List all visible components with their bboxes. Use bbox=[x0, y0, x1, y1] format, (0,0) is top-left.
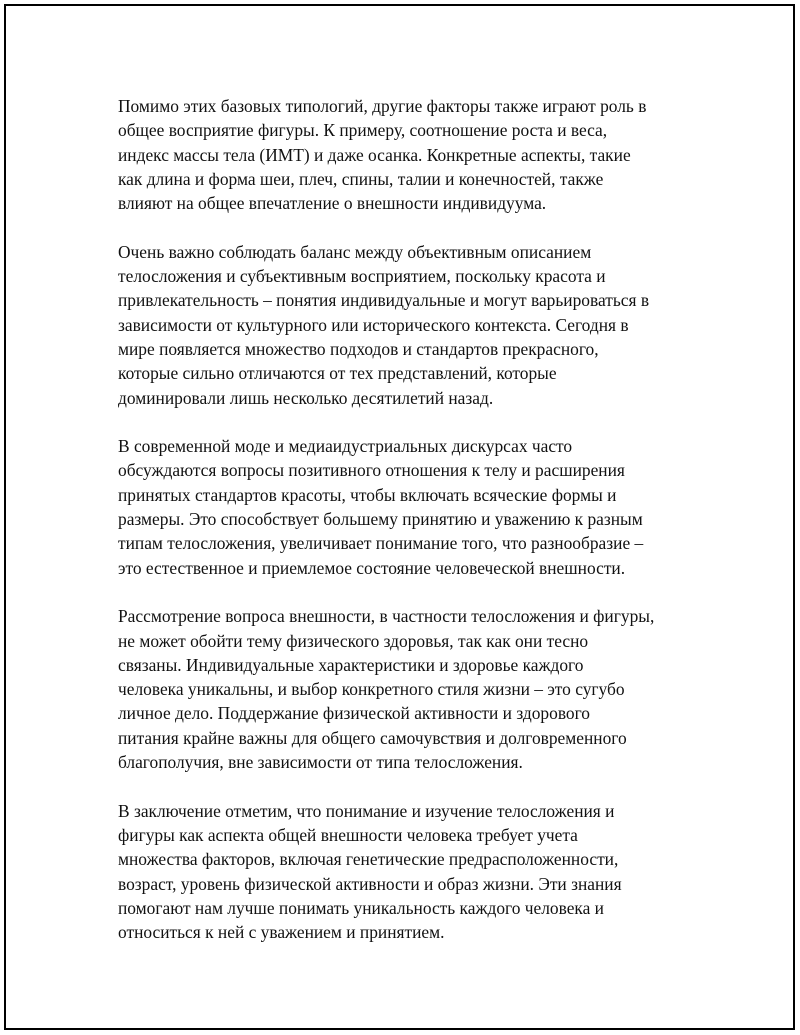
text-line: относиться к ней с уважением и принятием. bbox=[118, 922, 445, 943]
text-line: помогают нам лучше понимать уникальность каждого человека и bbox=[118, 897, 604, 918]
text-line: телосложения и субъективным восприятием, поскольку красота и bbox=[118, 266, 606, 287]
text-line: возраст, уровень физической активности и образ жизни. Эти знания bbox=[118, 873, 622, 894]
text-line: мире появляется множество подходов и стандартов прекрасного, bbox=[118, 338, 599, 359]
text-line: доминировали лишь несколько десятилетий назад. bbox=[118, 387, 494, 408]
text-line: питания крайне важны для общего самочувствия и долговременного bbox=[118, 727, 627, 748]
text-line: Очень важно соблюдать баланс между объективным описанием bbox=[118, 241, 592, 262]
paragraph-2 bbox=[118, 240, 698, 410]
text-line: обсуждаются вопросы позитивного отношения к телу и расширения bbox=[118, 460, 625, 481]
paragraph-1 bbox=[118, 94, 698, 215]
text-line: влияют на общее впечатление о внешности индивидуума. bbox=[118, 193, 547, 214]
text-line: привлекательность – понятия индивидуальные и могут варьироваться в bbox=[118, 290, 650, 311]
text-line: индекс массы тела (ИМТ) и даже осанка. Конкретные аспекты, такие bbox=[118, 144, 631, 165]
text-line: Рассмотрение вопроса внешности, в частности телосложения и фигуры, bbox=[118, 606, 655, 627]
text-line: зависимости от культурного или исторического контекста. Сегодня в bbox=[118, 314, 629, 335]
text-line: как длина и форма шеи, плеч, спины, талии и конечностей, также bbox=[118, 168, 604, 189]
text-line: В заключение отметим, что понимание и изучение телосложения и bbox=[118, 800, 615, 821]
paragraph-5 bbox=[118, 799, 698, 945]
text-line: В современной моде и медиаидустриальных дискурсах часто bbox=[118, 436, 573, 457]
text-line: не может обойти тему физического здоровья, так как они тесно bbox=[118, 630, 589, 651]
text-line: принятых стандартов красоты, чтобы включать всяческие формы и bbox=[118, 484, 617, 505]
text-line: размеры. Это способствует большему принятию и уважению к разным bbox=[118, 509, 643, 530]
text-line: личное дело. Поддержание физической активности и здорового bbox=[118, 703, 591, 724]
text-line: благополучия, вне зависимости от типа телосложения. bbox=[118, 752, 523, 773]
text-line: множества факторов, включая генетические предрасположенности, bbox=[118, 849, 619, 870]
paragraph-3 bbox=[118, 434, 698, 580]
text-line: типам телосложения, увеличивает понимание того, что разнообразие – bbox=[118, 533, 644, 554]
text-line: Помимо этих базовых типологий, другие факторы также играют роль в bbox=[118, 96, 647, 116]
document-body bbox=[118, 94, 698, 969]
text-line: человека уникальны, и выбор конкретного стиля жизни – это сугубо bbox=[118, 679, 625, 700]
text-line: фигуры как аспекта общей внешности человека требует учета bbox=[118, 824, 578, 845]
text-line: это естественное и приемлемое состояние человеческой внешности. bbox=[118, 557, 626, 578]
text-line: связаны. Индивидуальные характеристики и здоровье каждого bbox=[118, 654, 584, 675]
text-line: которые сильно отличаются от тех представлений, которые bbox=[118, 363, 557, 384]
text-line: общее восприятие фигуры. К примеру, соотношение роста и веса, bbox=[118, 120, 608, 141]
paragraph-4 bbox=[118, 604, 698, 774]
